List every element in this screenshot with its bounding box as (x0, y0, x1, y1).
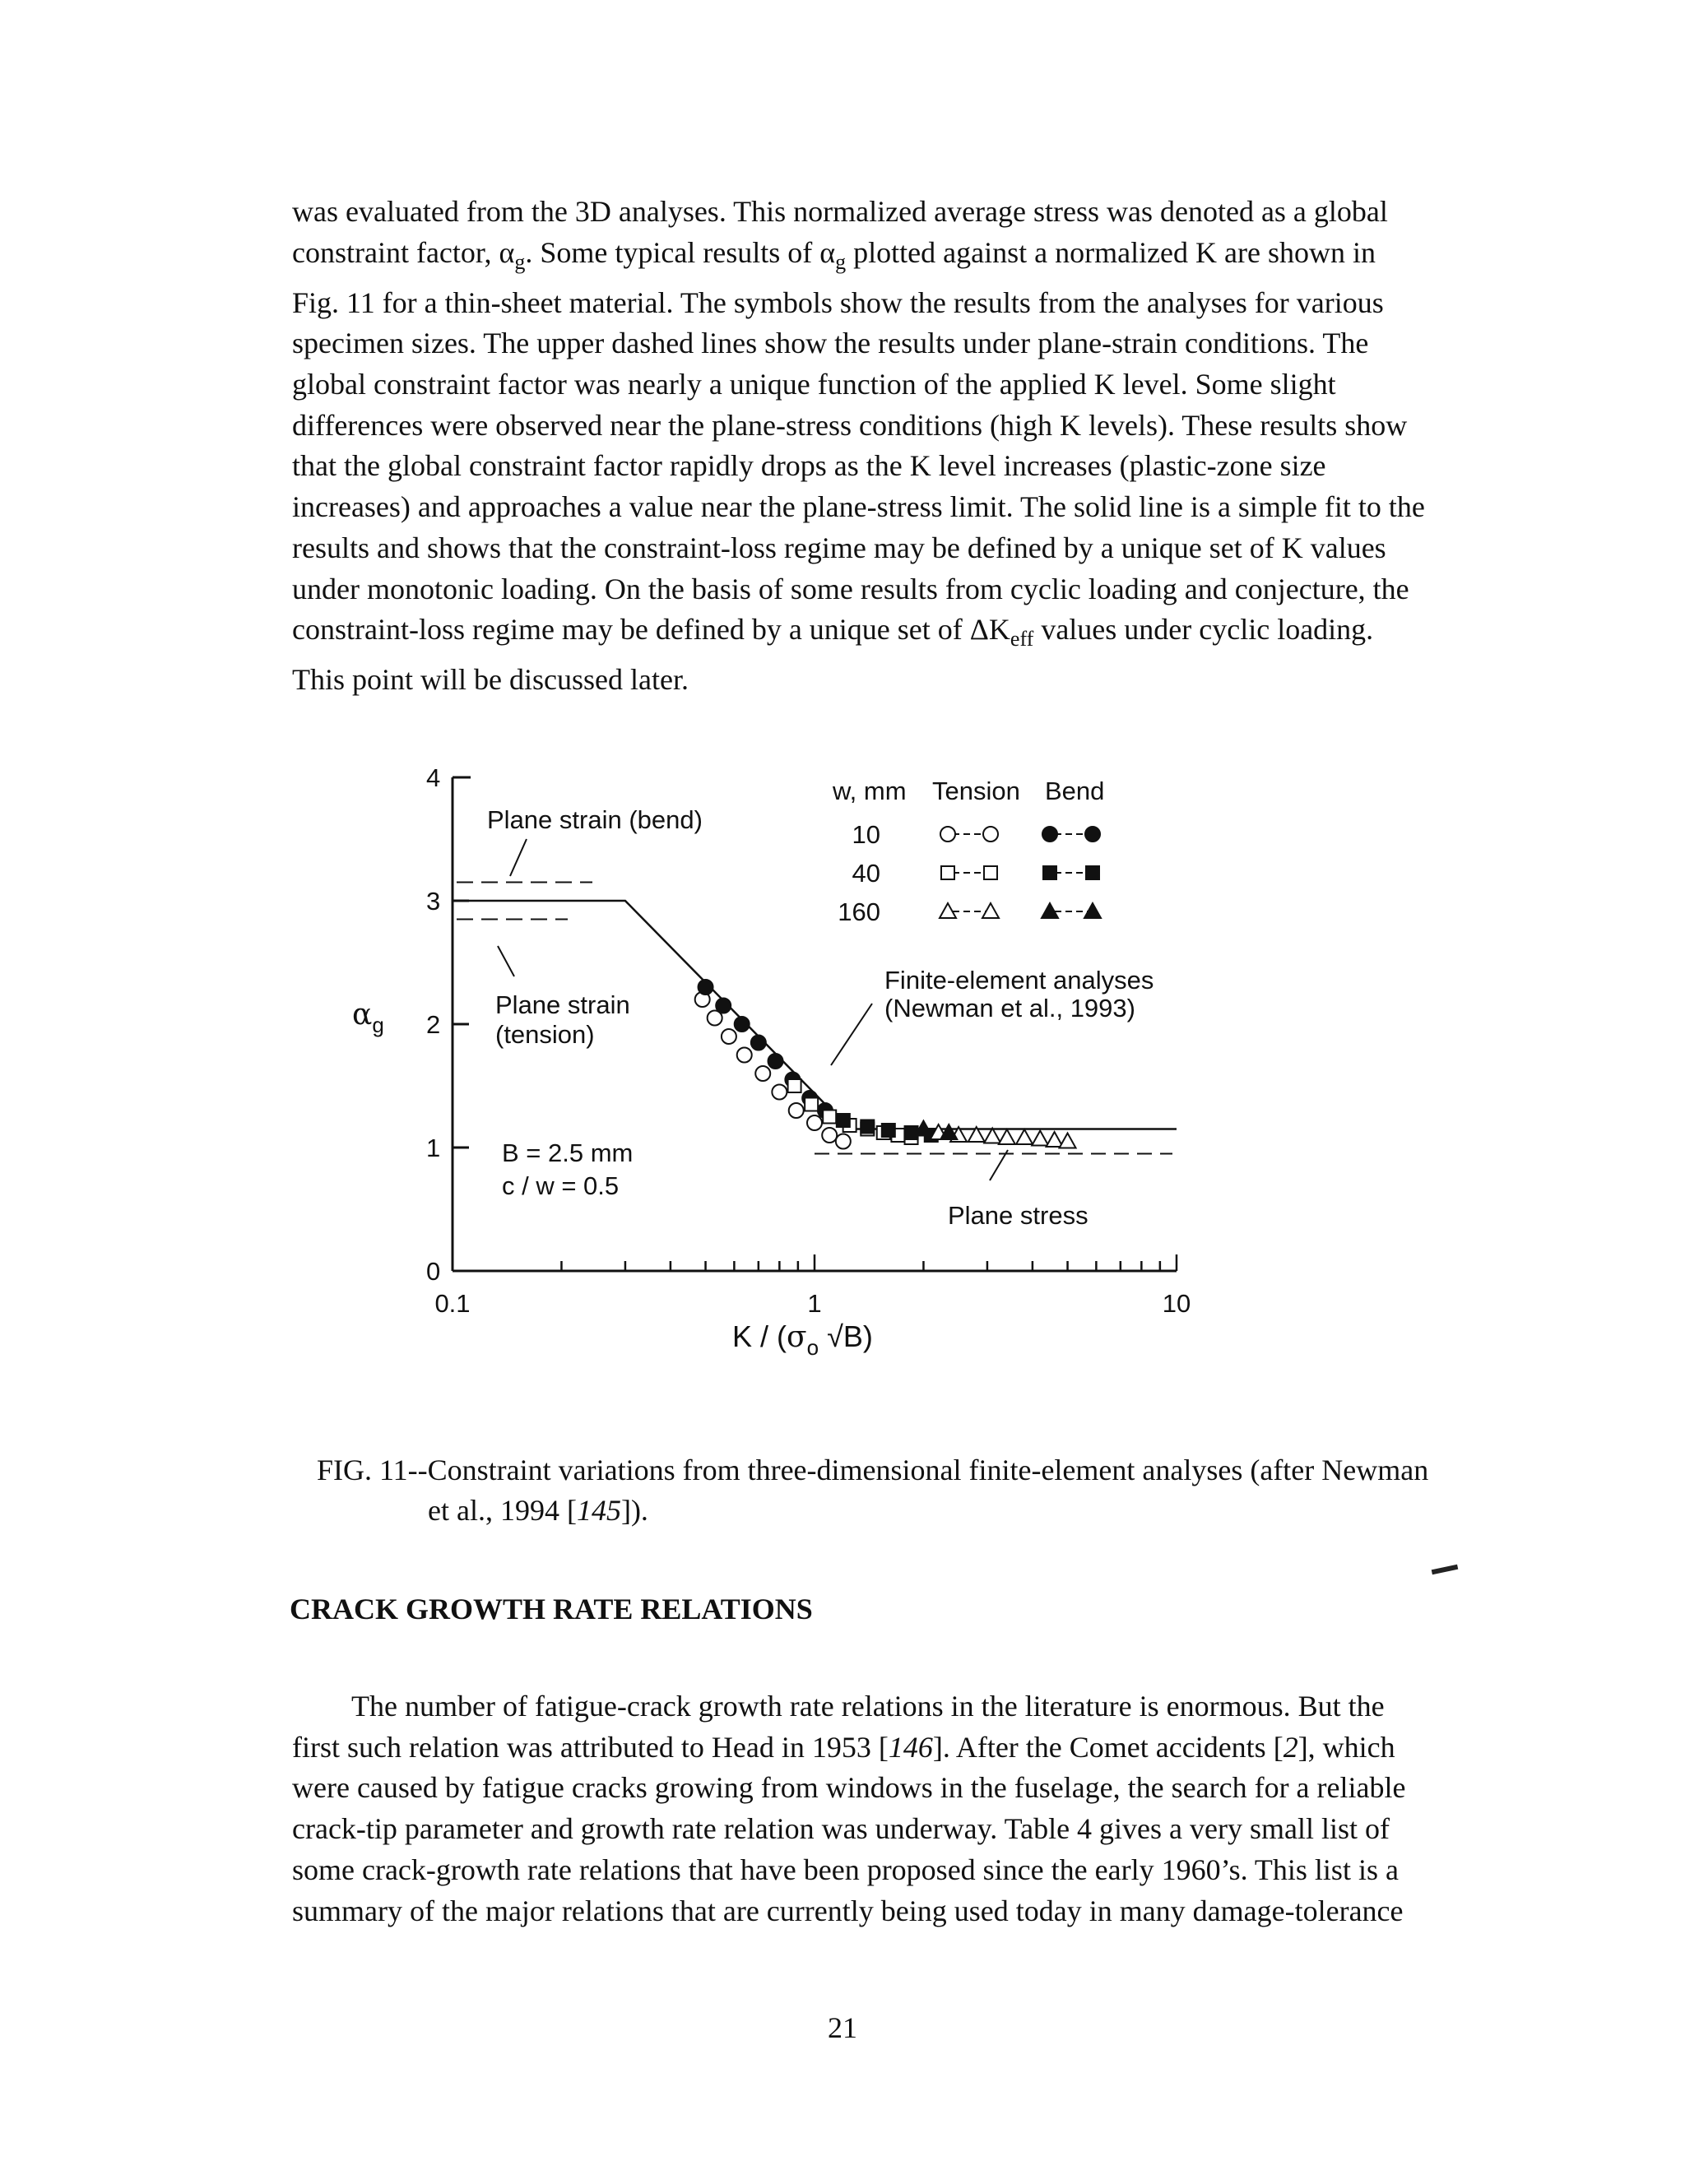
square-point (882, 1124, 895, 1137)
text-line: under monotonic loading. On the basis of some results from cyclic loading and conjecture, the (292, 572, 1409, 605)
text-line: that the global constraint factor rapidly drops as the K level increases (plastic-zone size (292, 449, 1326, 483)
x-ticks (434, 1254, 1191, 1318)
delta-k-symbol: ΔK (969, 613, 1010, 647)
triangle-point (1016, 1129, 1033, 1144)
pointer-plane-strain-tension (498, 946, 514, 976)
triangle-point (1047, 1132, 1063, 1147)
text-line: The number of fatigue-crack growth rate relations in the literature is enormous. But the (351, 1690, 1385, 1723)
alpha-symbol: α (499, 235, 515, 269)
legend-tension-marker (940, 827, 955, 842)
body-paragraph-2 (292, 1686, 1477, 1931)
reference-146: 146 (888, 1730, 933, 1764)
text-line: This point will be discussed later. (292, 663, 689, 697)
keff-subscript: eff (1010, 627, 1034, 651)
page-number: 21 (828, 2011, 857, 2044)
y-tick-label: 4 (426, 763, 441, 792)
legend-w-value: 10 (852, 820, 880, 849)
chart-legend (832, 777, 1104, 926)
y-tick-label: 0 (426, 1257, 441, 1286)
stray-mark (1432, 1565, 1459, 1575)
triangle-point (984, 1129, 1000, 1143)
square-point (837, 1114, 850, 1127)
square-point (905, 1126, 918, 1139)
text-line: results and shows that the constraint-loss regime may be defined by a unique set of K values (292, 531, 1386, 564)
caption-reference: 145 (576, 1494, 621, 1527)
figure-caption (317, 1450, 1485, 1531)
text-line: Fig. 11 for a thin-sheet material. The symbols show the results from the analyses for various (292, 285, 1384, 319)
pointer-plane-stress (990, 1150, 1008, 1180)
x-tick-label: 0.1 (434, 1289, 471, 1318)
text-line: crack-tip parameter and growth rate relation was underway. Table 4 gives a very small list of (292, 1812, 1390, 1846)
circle-point (755, 1066, 770, 1081)
legend-tension-marker (984, 866, 997, 879)
legend-rows (838, 820, 1101, 926)
square-point (788, 1079, 801, 1092)
text-line: some crack-growth rate relations that have been proposed since the early 1960’s. This list is a (292, 1852, 1399, 1886)
y-axis-label: $\alpha_g$ (352, 998, 384, 1037)
y-tick-label: 3 (426, 887, 441, 916)
triangle-point (999, 1129, 1015, 1144)
x-axis-label: K / ($\sigma_o$ √B) (732, 1319, 873, 1360)
text-line: differences were observed near the plane-stress conditions (high K levels). These results show (292, 408, 1408, 442)
circle-point (716, 999, 731, 1013)
circle-point (768, 1054, 783, 1069)
text-line: constraint-loss regime may be defined by a unique set of $\Delta K_{eff}$ values under cyclic loading. (292, 613, 1374, 651)
legend-bend-marker (1086, 866, 1099, 879)
text-line: constraint factor, $\alpha_g$. Some typical results of $\alpha_g$ plotted against a normalized K are shown in (292, 235, 1376, 274)
x-tick-label: 10 (1162, 1289, 1191, 1318)
annotation-plane-stress: Plane stress (948, 1201, 1089, 1230)
square-point (805, 1098, 818, 1111)
annotation-plane-strain-tension-2: (tension) (495, 1020, 595, 1049)
body-paragraph-1 (292, 192, 1477, 701)
legend-bend-marker (1042, 827, 1057, 842)
y-tick-label: 2 (426, 1010, 441, 1039)
triangle-point (1032, 1131, 1048, 1146)
alpha-subscript: g (514, 249, 526, 274)
y-ticks (426, 763, 469, 1286)
text-line: increases) and approaches a value near the plane-stress limit. The solid line is a simple fit to the (292, 490, 1425, 524)
legend-w-value: 160 (838, 897, 880, 926)
legend-header-tension: Tension (932, 777, 1020, 805)
circle-point (699, 980, 713, 995)
annotation-plane-strain-tension-1: Plane strain (495, 990, 630, 1019)
section-heading: CRACK GROWTH RATE RELATIONS (290, 1593, 813, 1625)
text-line: summary of the major relations that are currently being used today in many damage-tolerance (292, 1894, 1404, 1927)
legend-tension-marker (983, 827, 998, 842)
pointer-plane-strain-bend (510, 839, 527, 876)
square-point (861, 1120, 874, 1134)
text-line: was evaluated from the 3D analyses. This normalized average stress was denoted as a global (292, 195, 1388, 228)
legend-bend-marker (1085, 827, 1100, 842)
caption-line: et al., 1994 [145]). (428, 1494, 648, 1527)
circle-point (737, 1048, 752, 1063)
circle-point (789, 1103, 804, 1118)
legend-header-bend: Bend (1045, 777, 1105, 805)
text-line: specimen sizes. The upper dashed lines show the results under plane-strain conditions. The (292, 327, 1369, 360)
circle-point (751, 1036, 766, 1050)
x-tick-label: 1 (807, 1289, 822, 1318)
legend-tension-marker (941, 866, 954, 879)
figure-11-chart (329, 753, 1201, 1378)
text-line: global constraint factor was nearly a unique function of the applied K level. Some slight (292, 368, 1336, 401)
square-point (823, 1111, 836, 1124)
caption-line: FIG. 11--Constraint variations from three-dimensional finite-element analyses (after Newman (317, 1454, 1429, 1486)
circle-point (807, 1115, 822, 1130)
annotation-fe-1: Finite-element analyses (884, 966, 1154, 995)
annotation-b: B = 2.5 mm (502, 1138, 634, 1167)
legend-header-w: w, mm (833, 777, 907, 805)
circle-point (735, 1017, 750, 1032)
triangle-point (1060, 1134, 1076, 1148)
annotation-plane-strain-bend: Plane strain (bend) (487, 805, 703, 834)
annotation-cw: c / w = 0.5 (502, 1171, 620, 1200)
annotation-fe-2: (Newman et al., 1993) (884, 994, 1135, 1022)
reference-2: 2 (1283, 1730, 1298, 1764)
pointer-fe (831, 1004, 872, 1065)
legend-w-value: 40 (852, 859, 880, 888)
text-line: were caused by fatigue cracks growing from windows in the fuselage, the search for a reliable (292, 1771, 1406, 1805)
circle-point (836, 1134, 851, 1149)
circle-point (772, 1085, 787, 1100)
y-tick-label: 1 (426, 1134, 441, 1162)
circle-point (722, 1029, 736, 1044)
circle-point (822, 1128, 837, 1143)
legend-bend-marker (1043, 866, 1056, 879)
text-line: first such relation was attributed to Head in 1953 [146]. After the Comet accidents [2], which (292, 1730, 1395, 1764)
